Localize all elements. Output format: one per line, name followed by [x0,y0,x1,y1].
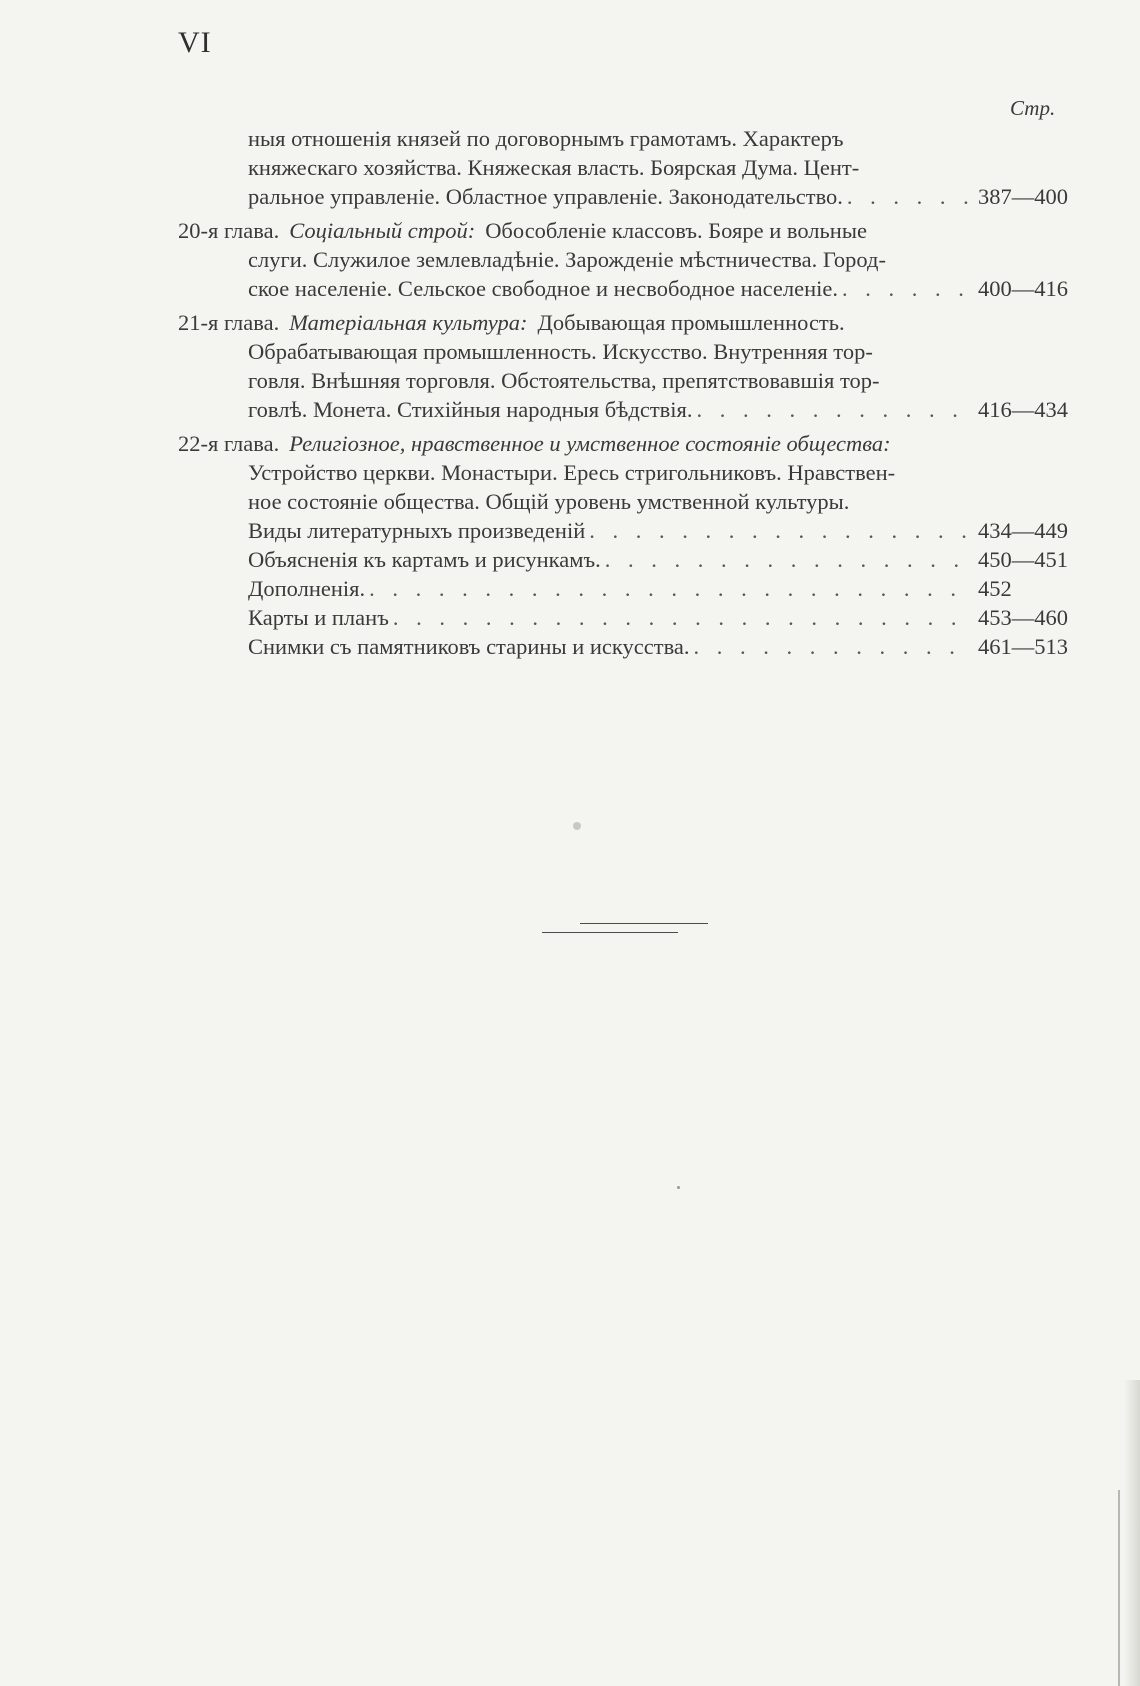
page-range: 387—400 [978,184,1068,209]
page-column-heading: Стр. [1010,96,1056,120]
toc-line: Обрабатывающая промышленность. Искусство. Внутренняя тор- [248,339,873,364]
dot-leader [847,182,974,211]
page-range: 450—451 [978,547,1068,572]
page-range: 400—416 [978,276,1068,301]
toc-entry-chapter-21 [178,308,1078,424]
dot-leader [842,274,974,303]
page-edge-line [1118,1490,1120,1686]
toc-entry-text: ральное управленіе. Областное управленіе. Законодательство. [248,184,843,209]
toc-entry-text: Снимки съ памятниковъ старины и искусства. [248,634,690,659]
toc-line: Устройство церкви. Монастыри. Ересь стригольниковъ. Нравствен- [248,460,896,485]
dot-leader [694,632,974,661]
toc-line-with-pages [178,516,1078,545]
toc-line: княжескаго хозяйства. Княжеская власть. Боярская Дума. Цент- [248,155,860,180]
toc-entry-chapter-22 [178,429,1078,661]
chapter-subject: Соціальный строй: [289,218,476,243]
chapter-subject: Матеріальная культура: [289,310,528,335]
chapter-subject: Религіозное, нравственное и умственное состояніе общества: [289,431,891,456]
toc-line: говля. Внѣшняя торговля. Обстоятельства, препятствовавшія тор- [248,368,880,393]
page-range: 453—460 [978,605,1068,630]
toc-line: ныя отношенія князей по договорнымъ грамотамъ. Характеръ [248,126,844,151]
page-range: 461—513 [978,634,1068,659]
page-edge-shadow [1124,1380,1140,1686]
dot-leader [605,545,974,574]
page-range: 434—449 [978,518,1068,543]
toc-line: 21-я глава. Матеріальная культура: Добывающая промышленность. [178,310,845,335]
toc-entry-continued [178,124,1078,211]
page-range: 452 [978,576,1012,601]
toc-entry-text: Дополненія. [248,576,366,601]
toc-line-with-pages [178,274,1078,303]
toc-entry-text: говлѣ. Монета. Стихійныя народныя бѣдствія. [248,397,693,422]
toc-line-with-pages [248,182,1078,211]
toc-entry-text: Карты и планъ [248,605,389,630]
toc-entry-text: ское населеніе. Сельское свободное и несвободное населеніе. [248,276,839,301]
dot-leader [697,395,974,424]
toc-entry-chapter-20 [178,216,1078,303]
toc-entry-text: Виды литературныхъ произведеній [248,518,586,543]
end-rule-bottom [542,932,678,933]
paper-speck [573,822,581,830]
toc-line [178,429,1078,458]
chapter-label: 22-я глава. [178,431,280,456]
toc-line-with-pages [178,395,1078,424]
toc-appendix-item [178,603,1078,632]
toc-entry-text: Объясненія къ картамъ и рисункамъ. [248,547,601,572]
chapter-label: 21-я глава. [178,310,280,335]
toc-line: слуги. Служилое землевладѣніе. Зарожденіе мѣстничества. Город- [248,247,886,272]
paper-speck [677,1186,680,1189]
dot-leader [369,574,974,603]
toc-appendix-item [178,574,1078,603]
table-of-contents [178,124,1078,666]
dot-leader [393,603,974,632]
toc-line: ное состояніе общества. Общій уровень умственной культуры. [248,489,850,514]
dot-leader [589,516,974,545]
toc-line: 20-я глава. Соціальный строй: Обособленіе классовъ. Бояре и вольные [178,218,867,243]
toc-appendix-item [178,545,1078,574]
toc-appendix-item [178,632,1078,661]
page-number: VI [178,26,212,59]
end-rule-top [580,923,708,924]
page-range: 416—434 [978,397,1068,422]
chapter-label: 20-я глава. [178,218,280,243]
